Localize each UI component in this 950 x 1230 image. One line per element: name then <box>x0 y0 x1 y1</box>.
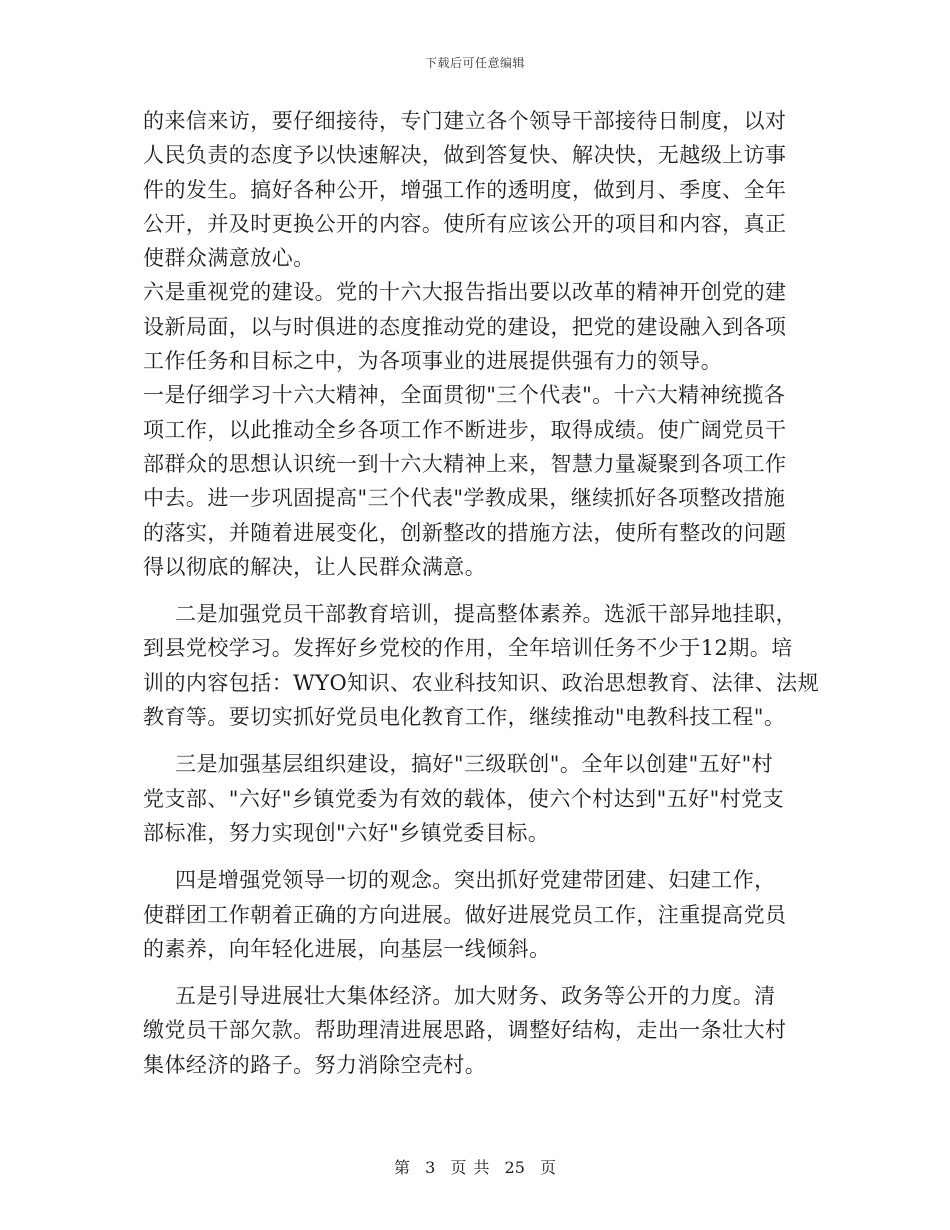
text-line: 部标准，努力实现创"六好"乡镇党委目标。 <box>143 820 550 845</box>
text-line: 件的发生。搞好各种公开，增强工作的透明度，做到月、季度、全年 <box>143 177 787 202</box>
page-header: 下载后可任意编辑 <box>424 56 525 70</box>
text-line: 设新局面，以与时俱进的态度推动党的建设，把党的建设融入到各项 <box>143 314 787 339</box>
text-line: 训的内容包括：WYO知识、农业科技知识、政治思想教育、法律、法规 <box>143 670 820 695</box>
text-line: 的落实，并随着进展变化，创新整改的措施方法，使所有整改的问题 <box>143 520 787 545</box>
total-page-count: 25 <box>504 1158 525 1177</box>
footer-suffix: 页 <box>540 1158 557 1177</box>
text-line: 人民负责的态度予以快速解决，做到答复快、解决快，无越级上访事 <box>143 143 787 168</box>
footer-prefix: 第 <box>393 1158 410 1177</box>
text-line: 一是仔细学习十六大精神，全面贯彻"三个代表"。十六大精神统揽各 <box>143 383 786 408</box>
text-line: 教育等。要切实抓好党员电化教育工作，继续推动"电教科技工程"。 <box>143 705 786 730</box>
document-body <box>143 104 820 1082</box>
text-line: 中去。进一步巩固提高"三个代表"学教成果，继续抓好各项整改措施 <box>143 486 786 511</box>
text-line: 得以彻底的解决，让人民群众满意。 <box>143 554 487 579</box>
text-line: 的来信来访，要仔细接待，专门建立各个领导干部接待日制度，以对 <box>143 109 787 133</box>
text-line: 使群团工作朝着正确的方向进展。做好进展党员工作，注重提高党员 <box>143 902 787 927</box>
footer-middle: 页 共 <box>450 1158 490 1177</box>
text-line: 缴党员干部欠款。帮助理清进展思路，调整好结构，走出一条壮大村 <box>143 1018 787 1043</box>
text-line: 四是增强党领导一切的观念。突出抓好党建带团建、妇建工作， <box>175 868 776 893</box>
text-line: 到县党校学习。发挥好乡党校的作用，全年培训任务不少于12期。培 <box>143 636 793 661</box>
text-line: 三是加强基层组织建设，搞好"三级联创"。全年以创建"五好"村 <box>175 752 774 777</box>
text-line: 集体经济的路子。努力消除空壳村。 <box>143 1052 487 1077</box>
text-line: 项工作，以此推动全乡各项工作不断进步，取得成绩。使广阔党员干 <box>143 417 787 442</box>
text-line: 二是加强党员干部教育培训，提高整体素养。选派干部异地挂职， <box>175 602 798 627</box>
text-line: 的素养，向年轻化进展，向基层一线倾斜。 <box>143 936 551 961</box>
text-line: 部群众的思想认识统一到十六大精神上来，智慧力量凝聚到各项工作 <box>143 451 787 476</box>
text-line: 五是引导进展壮大集体经济。加大财务、政务等公开的力度。清 <box>175 984 776 1009</box>
text-line: 公开，并及时更换公开的内容。使所有应该公开的项目和内容，真正 <box>143 211 787 236</box>
current-page-number: 3 <box>425 1158 436 1177</box>
text-line: 使群众满意放心。 <box>143 246 315 271</box>
text-line: 六是重视党的建设。党的十六大报告指出要以改革的精神开创党的建 <box>143 280 787 305</box>
text-line: 工作任务和目标之中，为各项事业的进展提供强有力的领导。 <box>143 349 723 374</box>
page-number-footer <box>0 1155 950 1178</box>
text-line: 党支部、"六好"乡镇党委为有效的载体，使六个村达到"五好"村党支 <box>143 786 785 811</box>
